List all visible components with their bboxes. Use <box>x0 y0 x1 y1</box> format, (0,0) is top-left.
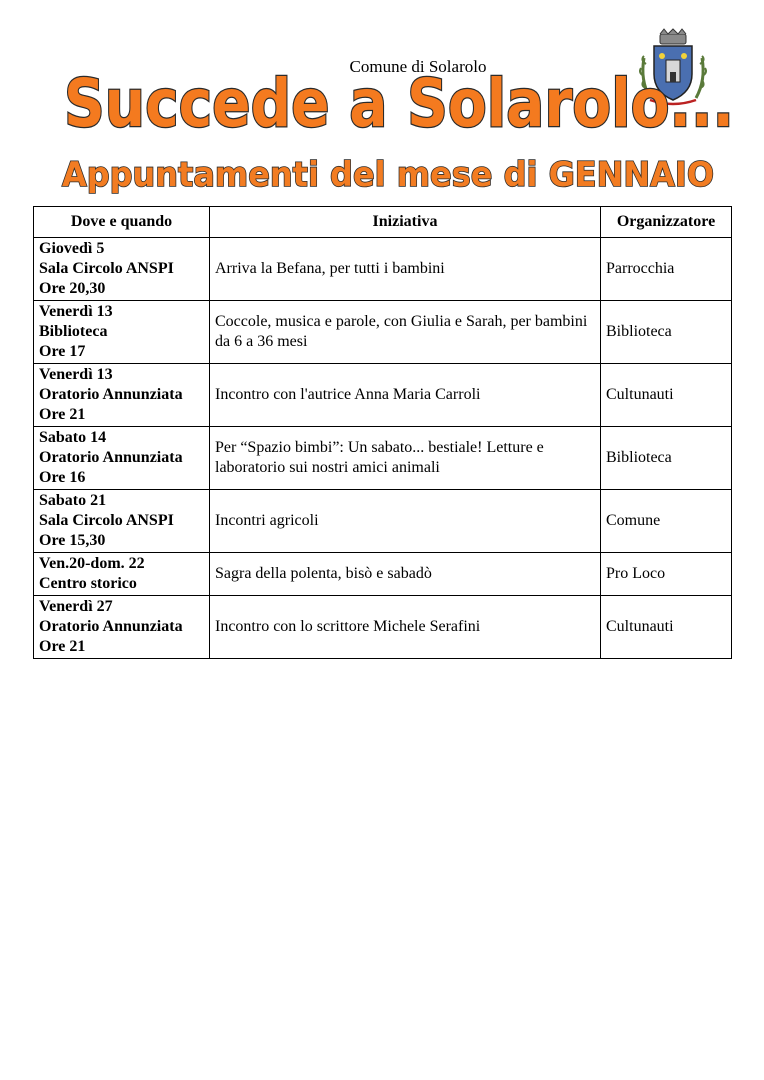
when-day: Giovedì 5 <box>39 240 105 257</box>
cell-organizer: Parrocchia <box>601 238 732 301</box>
events-table <box>33 206 732 659</box>
cell-organizer: Biblioteca <box>601 301 732 364</box>
cell-organizer: Pro Loco <box>601 553 732 596</box>
cell-organizer: Cultunauti <box>601 596 732 659</box>
table-row <box>34 553 732 596</box>
when-place: Sala Circolo ANSPI <box>39 512 174 529</box>
cell-event: Incontro con lo scrittore Michele Serafini <box>210 596 601 659</box>
when-time: Ore 17 <box>39 343 86 360</box>
cell-event: Coccole, musica e parole, con Giulia e Sarah, per bambini da 6 a 36 mesi <box>210 301 601 364</box>
when-place: Oratorio Annunziata <box>39 449 183 466</box>
table-row <box>34 596 732 659</box>
when-time: Ore 21 <box>39 406 86 423</box>
when-place: Sala Circolo ANSPI <box>39 260 174 277</box>
when-time: Ore 21 <box>39 638 86 655</box>
cell-event: Incontro con l'autrice Anna Maria Carroli <box>210 364 601 427</box>
when-day: Ven.20-dom. 22 <box>39 555 145 572</box>
cell-organizer: Biblioteca <box>601 427 732 490</box>
cell-when <box>34 596 210 659</box>
cell-event: Arriva la Befana, per tutti i bambini <box>210 238 601 301</box>
subtitle-text: Appuntamenti del mese di GENNAIO <box>62 155 714 195</box>
cell-event: Per “Spazio bimbi”: Un sabato... bestiale! Letture e laboratorio sui nostri amici animali <box>210 427 601 490</box>
cell-when <box>34 427 210 490</box>
cell-when <box>34 364 210 427</box>
when-day: Venerdì 13 <box>39 366 113 383</box>
when-place: Biblioteca <box>39 323 108 340</box>
cell-when <box>34 238 210 301</box>
cell-organizer: Comune <box>601 490 732 553</box>
table-row <box>34 490 732 553</box>
when-day: Venerdì 13 <box>39 303 113 320</box>
table-row <box>34 238 732 301</box>
cell-when <box>34 301 210 364</box>
main-title-text: Succede a Solarolo... <box>64 68 734 142</box>
when-place: Centro storico <box>39 575 137 592</box>
when-day: Sabato 14 <box>39 429 107 446</box>
table-row <box>34 301 732 364</box>
when-time: Ore 15,30 <box>39 532 106 549</box>
table-row <box>34 427 732 490</box>
when-place: Oratorio Annunziata <box>39 386 183 403</box>
cell-when <box>34 553 210 596</box>
comune-label: Comune di Solarolo <box>349 57 487 76</box>
when-time: Ore 16 <box>39 469 86 486</box>
when-place: Oratorio Annunziata <box>39 618 183 635</box>
cell-event: Sagra della polenta, bisò e sabadò <box>210 553 601 596</box>
cell-when <box>34 490 210 553</box>
header-event: Iniziativa <box>210 207 601 238</box>
main-title <box>60 68 740 148</box>
subtitle <box>60 150 720 200</box>
cell-event: Incontri agricoli <box>210 490 601 553</box>
header-organizer: Organizzatore <box>601 207 732 238</box>
when-day: Venerdì 27 <box>39 598 113 615</box>
table-row <box>34 364 732 427</box>
header-when: Dove e quando <box>34 207 210 238</box>
when-day: Sabato 21 <box>39 492 107 509</box>
when-time: Ore 20,30 <box>39 280 106 297</box>
table-header-row <box>34 207 732 238</box>
cell-organizer: Cultunauti <box>601 364 732 427</box>
